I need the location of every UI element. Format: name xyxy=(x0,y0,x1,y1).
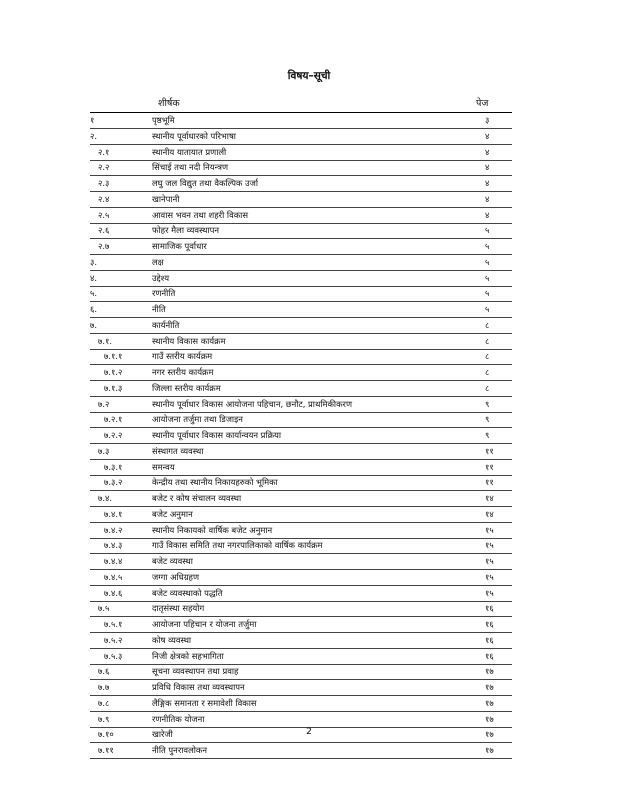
toc-row xyxy=(90,349,512,365)
toc-page-number: १५ xyxy=(485,571,494,582)
toc-section-title: संस्थागत व्यवस्था xyxy=(152,445,204,456)
toc-section-number: ७.७ xyxy=(98,682,110,692)
toc-section-title: स्थानीय पूर्वाधार विकास आयोजना पहिचान, छनौट, प्राथमिकीकरण xyxy=(152,398,353,409)
toc-section-number: ५. xyxy=(90,288,98,299)
toc-section-number: ६. xyxy=(90,304,98,314)
toc-section-number: ७.२ xyxy=(98,398,110,409)
toc-page-number: १७ xyxy=(485,697,494,708)
toc-page-number: ९ xyxy=(485,398,490,409)
toc-row xyxy=(90,664,512,680)
toc-page-number: ८ xyxy=(485,319,490,330)
toc-page-number: ४ xyxy=(485,178,490,188)
toc-page-number: ११ xyxy=(485,477,494,488)
column-header-page: पेज xyxy=(476,98,489,109)
toc-section-number: ७.३.२ xyxy=(104,477,123,488)
toc-section-title: कार्यनीति xyxy=(152,319,180,330)
toc-page-number: १४ xyxy=(485,508,494,519)
toc-section-number: २. xyxy=(90,130,98,141)
toc-section-title: स्थानीय पूर्वाधारको परिभाषा xyxy=(152,130,236,141)
toc-page-number: ११ xyxy=(485,461,494,472)
toc-section-title: समन्वय xyxy=(152,461,175,472)
toc-section-number: ७.२.१ xyxy=(104,414,123,425)
toc-row xyxy=(90,617,512,633)
toc-section-title: स्थानीय विकास कार्यक्रम xyxy=(152,335,226,346)
toc-section-title: नीति xyxy=(152,304,166,314)
toc-section-number: ७.४. xyxy=(98,493,113,503)
toc-section-number: ७.१.३ xyxy=(104,382,123,393)
toc-row xyxy=(90,176,512,192)
toc-row xyxy=(90,192,512,208)
toc-section-number: ७.११ xyxy=(98,745,114,755)
toc-row xyxy=(90,365,512,381)
toc-section-title: आयोजना तर्जुमा तथा डिजाइन xyxy=(152,414,243,425)
toc-row xyxy=(90,523,512,539)
column-header-title: शीर्षक xyxy=(158,98,180,109)
toc-section-number: २.२ xyxy=(98,162,110,173)
toc-row xyxy=(90,633,512,649)
toc-section-title: बजेट व्यवस्था xyxy=(152,556,193,566)
toc-page-number: ३ xyxy=(485,115,490,125)
toc-row xyxy=(90,680,512,696)
toc-row xyxy=(90,286,512,302)
toc-section-title: केन्द्रीय तथा स्थानीय निकायहरुको भूमिका xyxy=(152,477,278,488)
toc-section-title: लक्ष xyxy=(152,256,164,267)
toc-section-title: फोहर मैला व्यवस्थापन xyxy=(152,225,220,236)
page-number: 2 xyxy=(306,727,312,737)
toc-row xyxy=(90,239,512,255)
toc-page-number: ४ xyxy=(485,130,490,141)
toc-row xyxy=(90,412,512,428)
toc-page-number: ८ xyxy=(485,351,490,362)
toc-page-number: ५ xyxy=(485,272,490,283)
toc-page-number: ९ xyxy=(485,430,490,440)
toc-row xyxy=(90,712,512,728)
toc-section-number: ७.४.५ xyxy=(104,571,123,582)
toc-row xyxy=(90,271,512,287)
toc-section-title: खानेपानी xyxy=(152,193,180,204)
toc-page-number: १७ xyxy=(485,713,494,724)
toc-section-title: स्थानीय पूर्वाधार विकास कार्यान्वयन प्रक्रिया xyxy=(152,430,282,440)
toc-row xyxy=(90,129,512,145)
toc-page-number: १५ xyxy=(485,540,494,551)
toc-page-number: १६ xyxy=(485,603,494,614)
toc-row xyxy=(90,397,512,413)
toc-section-number: ७.१.१ xyxy=(104,351,123,362)
toc-section-number: १ xyxy=(90,115,95,125)
toc-title: विषय–सूची xyxy=(287,70,331,82)
toc-row xyxy=(90,507,512,523)
toc-page-number: ५ xyxy=(485,225,490,236)
toc-section-number: ३. xyxy=(90,256,98,267)
toc-row xyxy=(90,255,512,271)
toc-page-number: ८ xyxy=(485,335,490,346)
toc-page-number: ४ xyxy=(485,146,490,157)
toc-page-number: १७ xyxy=(485,682,494,692)
toc-row xyxy=(90,743,512,759)
toc-page-number: १५ xyxy=(485,556,494,566)
toc-page-number: १७ xyxy=(485,745,494,755)
toc-section-number: ७.८ xyxy=(98,697,110,708)
toc-row xyxy=(90,649,512,665)
toc-section-title: सामाजिक पूर्वाधार xyxy=(152,241,207,251)
toc-section-title: नगर स्तरीय कार्यक्रम xyxy=(152,367,214,377)
toc-page-number: ५ xyxy=(485,256,490,267)
toc-section-number: ७.६ xyxy=(98,666,110,677)
toc-page-number: ४ xyxy=(485,193,490,204)
toc-page-number: १६ xyxy=(485,634,494,645)
toc-section-number: २.६ xyxy=(98,225,110,236)
toc-section-title: सिंचाई तथा नदी नियन्त्रण xyxy=(152,162,229,173)
toc-section-number: ७.५ xyxy=(98,603,110,614)
toc-page-number: १४ xyxy=(485,493,494,503)
toc-section-title: उद्देश्य xyxy=(152,272,170,283)
toc-row xyxy=(90,586,512,602)
toc-page-number: १५ xyxy=(485,524,494,535)
toc-row xyxy=(90,554,512,570)
toc-section-title: जग्गा अधिग्रहण xyxy=(152,571,200,582)
toc-section-number: ७.४.३ xyxy=(104,540,123,551)
toc-section-title: खारेजी xyxy=(152,729,173,740)
toc-section-title: दातृसंस्था सहयोग xyxy=(152,603,205,614)
toc-row xyxy=(90,696,512,712)
toc-row xyxy=(90,475,512,491)
toc-page-number: १७ xyxy=(485,729,494,740)
toc-row xyxy=(90,160,512,176)
row-divider xyxy=(90,758,512,759)
toc-row xyxy=(90,428,512,444)
toc-section-title: जिल्ला स्तरीय कार्यक्रम xyxy=(152,382,221,393)
toc-row xyxy=(90,601,512,617)
toc-page-number: ८ xyxy=(485,367,490,377)
toc-page-number: ४ xyxy=(485,162,490,173)
toc-row xyxy=(90,460,512,476)
toc-page-number: ९ xyxy=(485,414,490,425)
toc-page-number: ५ xyxy=(485,288,490,299)
toc-section-number: ७.५.३ xyxy=(104,650,123,661)
toc-page-number: १६ xyxy=(485,619,494,629)
toc-section-number: ७.२.२ xyxy=(104,430,123,440)
toc-section-title: रणनीति xyxy=(152,288,176,299)
toc-section-number: ७.४.६ xyxy=(104,587,123,598)
toc-section-title: कोष व्यवस्था xyxy=(152,634,192,645)
toc-row xyxy=(90,113,512,129)
toc-section-number: ७.१. xyxy=(98,335,113,346)
toc-row xyxy=(90,208,512,224)
toc-row xyxy=(90,334,512,350)
toc-section-number: २.४ xyxy=(98,193,110,204)
toc-section-title: स्थानीय यातायात प्रणाली xyxy=(152,146,227,157)
toc-section-number: ७.४.१ xyxy=(104,508,123,519)
toc-section-number: २.३ xyxy=(98,178,110,188)
toc-page-number: ५ xyxy=(485,241,490,251)
toc-section-title: रणनीतिक योजना xyxy=(152,713,205,724)
toc-row xyxy=(90,223,512,239)
toc-section-number: ७.४.२ xyxy=(104,524,123,535)
toc-page-number: ४ xyxy=(485,209,490,220)
toc-row xyxy=(90,444,512,460)
toc-section-title: बजेट अनुमान xyxy=(152,508,193,519)
toc-section-number: ७.१० xyxy=(98,729,114,740)
toc-section-number: ७.३.१ xyxy=(104,461,123,472)
toc-section-title: सूचना व्यवस्थापन तथा प्रवाह xyxy=(152,666,239,677)
toc-section-title: बजेट व्यवस्थाको पद्धति xyxy=(152,587,223,598)
toc-section-title: आवास भवन तथा शहरी विकास xyxy=(152,209,249,220)
toc-section-title: निजी क्षेत्रको सहभागिता xyxy=(152,650,224,661)
toc-section-title: पृष्ठभूमि xyxy=(152,115,175,125)
toc-row xyxy=(90,381,512,397)
toc-section-number: २.७ xyxy=(98,241,110,251)
toc-section-number: ७.१.२ xyxy=(104,367,123,377)
toc-section-title: स्थानीय निकायको वार्षिक बजेट अनुमान xyxy=(152,524,273,535)
toc-row xyxy=(90,491,512,507)
toc-section-number: ७.३ xyxy=(98,445,110,456)
toc-section-number: ७.४.४ xyxy=(104,556,123,566)
toc-page-number: ११ xyxy=(485,445,494,456)
toc-section-number: २.५ xyxy=(98,209,110,220)
toc-section-title: नीति पुनरावलोकन xyxy=(152,745,208,755)
toc-page-number: १५ xyxy=(485,587,494,598)
toc-section-title: गाउँ स्तरीय कार्यक्रम xyxy=(152,351,213,362)
toc-row xyxy=(90,318,512,334)
toc-section-number: २.१ xyxy=(98,146,110,157)
toc-row xyxy=(90,302,512,318)
toc-section-title: लैङ्गिक समानता र समावेशी विकास xyxy=(152,697,257,708)
toc-row xyxy=(90,570,512,586)
toc-section-title: लघु जल विद्युत तथा वैकल्पिक उर्जा xyxy=(152,178,259,188)
toc-section-title: आयोजना पहिचान र योजना तर्जुमा xyxy=(152,619,257,629)
toc-row xyxy=(90,145,512,161)
toc-section-title: गाउँ विकास समिति तथा नगरपालिकाको वार्षिक कार्यक्रम xyxy=(152,540,323,551)
toc-section-number: ४. xyxy=(90,272,98,283)
toc-section-number: ७.५.२ xyxy=(104,634,123,645)
toc-section-title: बजेट र कोष संचालन व्यवस्था xyxy=(152,493,242,503)
toc-page-number: ८ xyxy=(485,382,490,393)
toc-section-title: प्रविधि विकास तथा व्यवस्थापन xyxy=(152,682,245,692)
toc-row xyxy=(90,538,512,554)
toc-page-number: १७ xyxy=(485,666,494,677)
toc-section-number: ७.५.१ xyxy=(104,619,123,629)
toc-section-number: ७. xyxy=(90,319,98,330)
toc-page-number: १६ xyxy=(485,650,494,661)
toc-section-number: ७.९ xyxy=(98,713,110,724)
toc-page-number: ५ xyxy=(485,304,490,314)
